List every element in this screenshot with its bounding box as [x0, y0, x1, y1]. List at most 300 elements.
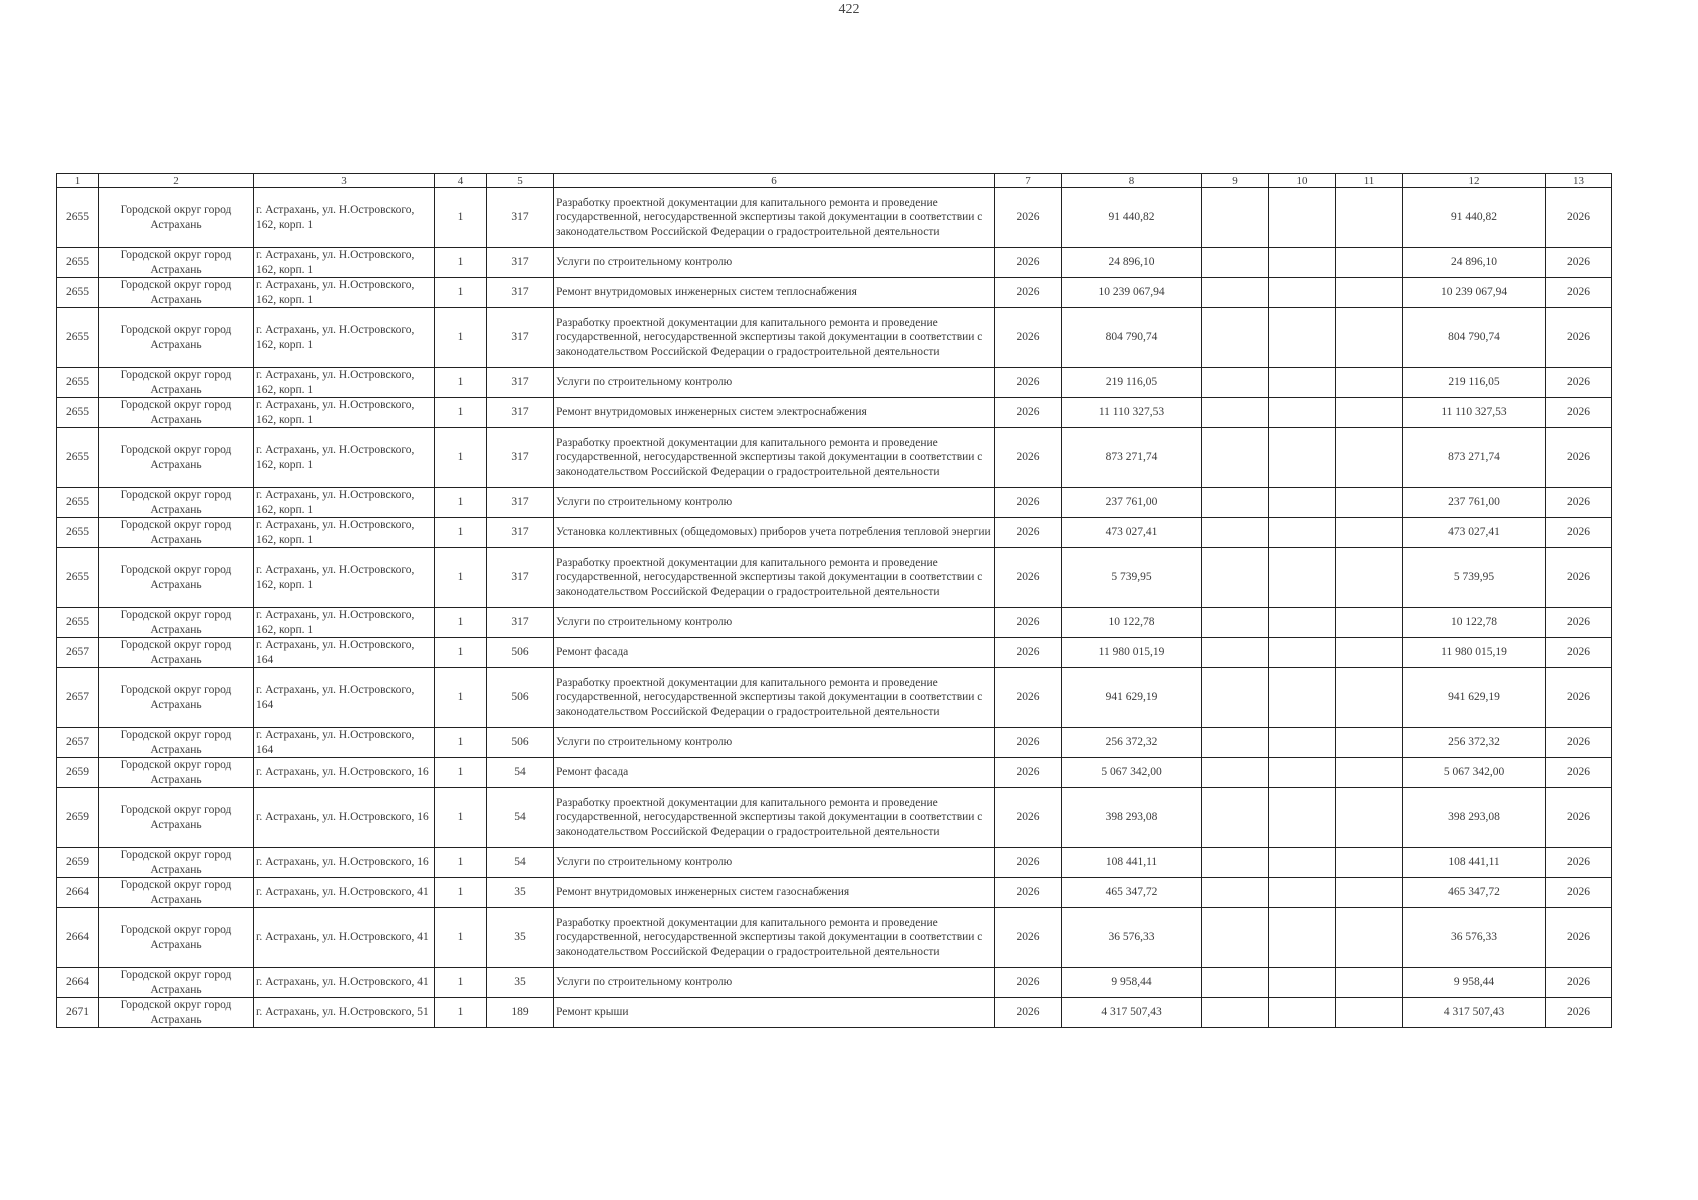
address-cell: г. Астрахань, ул. Н.Островского, 162, корп. 1	[254, 488, 435, 518]
col5-cell: 317	[487, 608, 554, 638]
municipality-cell: Городской округ город Астрахань	[99, 428, 254, 488]
column-header: 1	[57, 174, 99, 188]
row-number-cell: 2664	[57, 878, 99, 908]
column-header: 2	[99, 174, 254, 188]
col4-cell: 1	[435, 758, 487, 788]
row-number-cell: 2655	[57, 278, 99, 308]
col10-cell	[1269, 998, 1336, 1028]
year-cell: 2026	[995, 278, 1062, 308]
municipality-cell: Городской округ город Астрахань	[99, 248, 254, 278]
col4-cell: 1	[435, 908, 487, 968]
column-header: 4	[435, 174, 487, 188]
col10-cell	[1269, 728, 1336, 758]
row-number-cell: 2655	[57, 548, 99, 608]
row-number-cell: 2655	[57, 248, 99, 278]
col9-cell	[1202, 188, 1269, 248]
col12-cost-cell: 465 347,72	[1403, 878, 1546, 908]
year-cell: 2026	[995, 848, 1062, 878]
col10-cell	[1269, 608, 1336, 638]
table-row	[57, 848, 1612, 878]
col12-cost-cell: 11 980 015,19	[1403, 638, 1546, 668]
col4-cell: 1	[435, 488, 487, 518]
col5-cell: 35	[487, 908, 554, 968]
col4-cell: 1	[435, 968, 487, 998]
total-cost-cell: 24 896,10	[1062, 248, 1202, 278]
year-cell: 2026	[995, 308, 1062, 368]
table-body	[57, 188, 1612, 1028]
col12-cost-cell: 4 317 507,43	[1403, 998, 1546, 1028]
col9-cell	[1202, 758, 1269, 788]
col4-cell: 1	[435, 188, 487, 248]
col12-cost-cell: 804 790,74	[1403, 308, 1546, 368]
row-number-cell: 2657	[57, 638, 99, 668]
work-type-cell: Услуги по строительному контролю	[554, 248, 995, 278]
col4-cell: 1	[435, 848, 487, 878]
col9-cell	[1202, 668, 1269, 728]
work-type-cell: Услуги по строительному контролю	[554, 608, 995, 638]
completion-year-cell: 2026	[1546, 518, 1612, 548]
year-cell: 2026	[995, 638, 1062, 668]
year-cell: 2026	[995, 398, 1062, 428]
address-cell: г. Астрахань, ул. Н.Островского, 162, корп. 1	[254, 428, 435, 488]
completion-year-cell: 2026	[1546, 488, 1612, 518]
municipality-cell: Городской округ город Астрахань	[99, 848, 254, 878]
total-cost-cell: 10 239 067,94	[1062, 278, 1202, 308]
col4-cell: 1	[435, 278, 487, 308]
col11-cell	[1336, 488, 1403, 518]
col9-cell	[1202, 728, 1269, 758]
col11-cell	[1336, 668, 1403, 728]
table-row	[57, 248, 1612, 278]
table-row	[57, 878, 1612, 908]
row-number-cell: 2655	[57, 518, 99, 548]
total-cost-cell: 941 629,19	[1062, 668, 1202, 728]
col11-cell	[1336, 908, 1403, 968]
completion-year-cell: 2026	[1546, 788, 1612, 848]
col10-cell	[1269, 908, 1336, 968]
row-number-cell: 2655	[57, 608, 99, 638]
table-row	[57, 668, 1612, 728]
work-type-cell: Ремонт фасада	[554, 638, 995, 668]
col4-cell: 1	[435, 728, 487, 758]
row-number-cell: 2664	[57, 968, 99, 998]
col9-cell	[1202, 248, 1269, 278]
col9-cell	[1202, 308, 1269, 368]
year-cell: 2026	[995, 608, 1062, 638]
table-row	[57, 548, 1612, 608]
year-cell: 2026	[995, 788, 1062, 848]
year-cell: 2026	[995, 998, 1062, 1028]
total-cost-cell: 36 576,33	[1062, 908, 1202, 968]
col12-cost-cell: 256 372,32	[1403, 728, 1546, 758]
row-number-cell: 2655	[57, 398, 99, 428]
completion-year-cell: 2026	[1546, 848, 1612, 878]
work-type-cell: Установка коллективных (общедомовых) приборов учета потребления тепловой энергии	[554, 518, 995, 548]
municipality-cell: Городской округ город Астрахань	[99, 188, 254, 248]
col10-cell	[1269, 278, 1336, 308]
total-cost-cell: 465 347,72	[1062, 878, 1202, 908]
column-header: 3	[254, 174, 435, 188]
work-type-cell: Разработку проектной документации для капитального ремонта и проведение государственной, негосударственной экспертизы такой документации в соответствии с законодательством Российской Федерации о градостроительной деятельности	[554, 788, 995, 848]
col10-cell	[1269, 188, 1336, 248]
col5-cell: 506	[487, 728, 554, 758]
col5-cell: 317	[487, 398, 554, 428]
municipality-cell: Городской округ город Астрахань	[99, 368, 254, 398]
col5-cell: 506	[487, 638, 554, 668]
address-cell: г. Астрахань, ул. Н.Островского, 162, корп. 1	[254, 248, 435, 278]
column-header: 8	[1062, 174, 1202, 188]
work-type-cell: Услуги по строительному контролю	[554, 848, 995, 878]
municipality-cell: Городской округ город Астрахань	[99, 998, 254, 1028]
row-number-cell: 2655	[57, 488, 99, 518]
col10-cell	[1269, 248, 1336, 278]
col12-cost-cell: 91 440,82	[1403, 188, 1546, 248]
column-header: 5	[487, 174, 554, 188]
address-cell: г. Астрахань, ул. Н.Островского, 164	[254, 668, 435, 728]
col11-cell	[1336, 728, 1403, 758]
row-number-cell: 2664	[57, 908, 99, 968]
year-cell: 2026	[995, 428, 1062, 488]
completion-year-cell: 2026	[1546, 308, 1612, 368]
total-cost-cell: 11 110 327,53	[1062, 398, 1202, 428]
work-type-cell: Ремонт фасада	[554, 758, 995, 788]
year-cell: 2026	[995, 188, 1062, 248]
col12-cost-cell: 24 896,10	[1403, 248, 1546, 278]
year-cell: 2026	[995, 908, 1062, 968]
municipality-cell: Городской округ город Астрахань	[99, 788, 254, 848]
table-row	[57, 278, 1612, 308]
municipality-cell: Городской округ город Астрахань	[99, 488, 254, 518]
address-cell: г. Астрахань, ул. Н.Островского, 162, корп. 1	[254, 278, 435, 308]
work-type-cell: Разработку проектной документации для капитального ремонта и проведение государственной, негосударственной экспертизы такой документации в соответствии с законодательством Российской Федерации о градостроительной деятельности	[554, 548, 995, 608]
col4-cell: 1	[435, 668, 487, 728]
col9-cell	[1202, 848, 1269, 878]
col10-cell	[1269, 488, 1336, 518]
total-cost-cell: 10 122,78	[1062, 608, 1202, 638]
total-cost-cell: 91 440,82	[1062, 188, 1202, 248]
municipality-cell: Городской округ город Астрахань	[99, 548, 254, 608]
municipality-cell: Городской округ город Астрахань	[99, 398, 254, 428]
col11-cell	[1336, 308, 1403, 368]
col9-cell	[1202, 548, 1269, 608]
col11-cell	[1336, 278, 1403, 308]
col9-cell	[1202, 908, 1269, 968]
col11-cell	[1336, 638, 1403, 668]
table-row	[57, 398, 1612, 428]
table-row	[57, 728, 1612, 758]
col11-cell	[1336, 788, 1403, 848]
col11-cell	[1336, 608, 1403, 638]
year-cell: 2026	[995, 488, 1062, 518]
completion-year-cell: 2026	[1546, 368, 1612, 398]
municipality-cell: Городской округ город Астрахань	[99, 968, 254, 998]
completion-year-cell: 2026	[1546, 758, 1612, 788]
col4-cell: 1	[435, 518, 487, 548]
col5-cell: 317	[487, 278, 554, 308]
col10-cell	[1269, 548, 1336, 608]
col11-cell	[1336, 428, 1403, 488]
col12-cost-cell: 5 739,95	[1403, 548, 1546, 608]
col12-cost-cell: 5 067 342,00	[1403, 758, 1546, 788]
col11-cell	[1336, 368, 1403, 398]
table-row	[57, 428, 1612, 488]
col5-cell: 317	[487, 248, 554, 278]
table-row	[57, 608, 1612, 638]
total-cost-cell: 9 958,44	[1062, 968, 1202, 998]
col5-cell: 317	[487, 488, 554, 518]
table-row	[57, 638, 1612, 668]
row-number-cell: 2659	[57, 788, 99, 848]
table-row	[57, 908, 1612, 968]
row-number-cell: 2655	[57, 188, 99, 248]
col4-cell: 1	[435, 608, 487, 638]
completion-year-cell: 2026	[1546, 728, 1612, 758]
work-type-cell: Разработку проектной документации для капитального ремонта и проведение государственной, негосударственной экспертизы такой документации в соответствии с законодательством Российской Федерации о градостроительной деятельности	[554, 668, 995, 728]
col12-cost-cell: 219 116,05	[1403, 368, 1546, 398]
col9-cell	[1202, 488, 1269, 518]
col9-cell	[1202, 278, 1269, 308]
col11-cell	[1336, 188, 1403, 248]
total-cost-cell: 804 790,74	[1062, 308, 1202, 368]
work-type-cell: Услуги по строительному контролю	[554, 968, 995, 998]
column-header: 7	[995, 174, 1062, 188]
col11-cell	[1336, 968, 1403, 998]
row-number-cell: 2659	[57, 758, 99, 788]
municipality-cell: Городской округ город Астрахань	[99, 518, 254, 548]
total-cost-cell: 108 441,11	[1062, 848, 1202, 878]
address-cell: г. Астрахань, ул. Н.Островского, 41	[254, 878, 435, 908]
address-cell: г. Астрахань, ул. Н.Островского, 164	[254, 638, 435, 668]
work-type-cell: Ремонт внутридомовых инженерных систем газоснабжения	[554, 878, 995, 908]
total-cost-cell: 5 739,95	[1062, 548, 1202, 608]
col12-cost-cell: 9 958,44	[1403, 968, 1546, 998]
address-cell: г. Астрахань, ул. Н.Островского, 164	[254, 728, 435, 758]
col10-cell	[1269, 788, 1336, 848]
year-cell: 2026	[995, 548, 1062, 608]
column-header: 6	[554, 174, 995, 188]
completion-year-cell: 2026	[1546, 998, 1612, 1028]
col10-cell	[1269, 968, 1336, 998]
address-cell: г. Астрахань, ул. Н.Островского, 16	[254, 758, 435, 788]
column-header: 12	[1403, 174, 1546, 188]
completion-year-cell: 2026	[1546, 548, 1612, 608]
col5-cell: 317	[487, 518, 554, 548]
col5-cell: 317	[487, 548, 554, 608]
col10-cell	[1269, 878, 1336, 908]
work-type-cell: Разработку проектной документации для капитального ремонта и проведение государственной, негосударственной экспертизы такой документации в соответствии с законодательством Российской Федерации о градостроительной деятельности	[554, 308, 995, 368]
total-cost-cell: 256 372,32	[1062, 728, 1202, 758]
col11-cell	[1336, 398, 1403, 428]
col4-cell: 1	[435, 398, 487, 428]
col12-cost-cell: 873 271,74	[1403, 428, 1546, 488]
col10-cell	[1269, 848, 1336, 878]
capital-repair-table	[56, 173, 1612, 1028]
year-cell: 2026	[995, 248, 1062, 278]
col4-cell: 1	[435, 878, 487, 908]
col9-cell	[1202, 398, 1269, 428]
col11-cell	[1336, 758, 1403, 788]
col10-cell	[1269, 308, 1336, 368]
col12-cost-cell: 36 576,33	[1403, 908, 1546, 968]
col5-cell: 506	[487, 668, 554, 728]
completion-year-cell: 2026	[1546, 608, 1612, 638]
col12-cost-cell: 237 761,00	[1403, 488, 1546, 518]
address-cell: г. Астрахань, ул. Н.Островского, 162, корп. 1	[254, 398, 435, 428]
municipality-cell: Городской округ город Астрахань	[99, 758, 254, 788]
municipality-cell: Городской округ город Астрахань	[99, 308, 254, 368]
year-cell: 2026	[995, 968, 1062, 998]
col5-cell: 54	[487, 758, 554, 788]
col4-cell: 1	[435, 548, 487, 608]
col10-cell	[1269, 668, 1336, 728]
year-cell: 2026	[995, 878, 1062, 908]
completion-year-cell: 2026	[1546, 968, 1612, 998]
total-cost-cell: 237 761,00	[1062, 488, 1202, 518]
table-row	[57, 488, 1612, 518]
municipality-cell: Городской округ город Астрахань	[99, 278, 254, 308]
col5-cell: 317	[487, 308, 554, 368]
total-cost-cell: 4 317 507,43	[1062, 998, 1202, 1028]
table-row	[57, 998, 1612, 1028]
completion-year-cell: 2026	[1546, 398, 1612, 428]
address-cell: г. Астрахань, ул. Н.Островского, 41	[254, 908, 435, 968]
col5-cell: 317	[487, 368, 554, 398]
table-row	[57, 308, 1612, 368]
col12-cost-cell: 108 441,11	[1403, 848, 1546, 878]
column-number-row	[57, 174, 1612, 188]
col12-cost-cell: 473 027,41	[1403, 518, 1546, 548]
work-type-cell: Услуги по строительному контролю	[554, 728, 995, 758]
row-number-cell: 2657	[57, 728, 99, 758]
col4-cell: 1	[435, 638, 487, 668]
address-cell: г. Астрахань, ул. Н.Островского, 16	[254, 788, 435, 848]
address-cell: г. Астрахань, ул. Н.Островского, 162, корп. 1	[254, 188, 435, 248]
col5-cell: 189	[487, 998, 554, 1028]
address-cell: г. Астрахань, ул. Н.Островского, 162, корп. 1	[254, 548, 435, 608]
col12-cost-cell: 10 239 067,94	[1403, 278, 1546, 308]
address-cell: г. Астрахань, ул. Н.Островского, 41	[254, 968, 435, 998]
col4-cell: 1	[435, 308, 487, 368]
completion-year-cell: 2026	[1546, 248, 1612, 278]
row-number-cell: 2655	[57, 368, 99, 398]
col12-cost-cell: 11 110 327,53	[1403, 398, 1546, 428]
col4-cell: 1	[435, 788, 487, 848]
address-cell: г. Астрахань, ул. Н.Островского, 162, корп. 1	[254, 308, 435, 368]
total-cost-cell: 219 116,05	[1062, 368, 1202, 398]
completion-year-cell: 2026	[1546, 908, 1612, 968]
total-cost-cell: 873 271,74	[1062, 428, 1202, 488]
completion-year-cell: 2026	[1546, 278, 1612, 308]
col11-cell	[1336, 248, 1403, 278]
col10-cell	[1269, 758, 1336, 788]
col11-cell	[1336, 848, 1403, 878]
work-type-cell: Услуги по строительному контролю	[554, 368, 995, 398]
col9-cell	[1202, 968, 1269, 998]
year-cell: 2026	[995, 368, 1062, 398]
col5-cell: 54	[487, 848, 554, 878]
completion-year-cell: 2026	[1546, 188, 1612, 248]
address-cell: г. Астрахань, ул. Н.Островского, 162, корп. 1	[254, 518, 435, 548]
col5-cell: 317	[487, 188, 554, 248]
col10-cell	[1269, 368, 1336, 398]
col10-cell	[1269, 638, 1336, 668]
col9-cell	[1202, 788, 1269, 848]
col5-cell: 317	[487, 428, 554, 488]
municipality-cell: Городской округ город Астрахань	[99, 878, 254, 908]
table-row	[57, 968, 1612, 998]
row-number-cell: 2657	[57, 668, 99, 728]
column-header: 9	[1202, 174, 1269, 188]
col11-cell	[1336, 548, 1403, 608]
address-cell: г. Астрахань, ул. Н.Островского, 162, корп. 1	[254, 368, 435, 398]
row-number-cell: 2655	[57, 308, 99, 368]
col11-cell	[1336, 998, 1403, 1028]
year-cell: 2026	[995, 758, 1062, 788]
col10-cell	[1269, 398, 1336, 428]
municipality-cell: Городской округ город Астрахань	[99, 668, 254, 728]
address-cell: г. Астрахань, ул. Н.Островского, 162, корп. 1	[254, 608, 435, 638]
work-type-cell: Разработку проектной документации для капитального ремонта и проведение государственной, негосударственной экспертизы такой документации в соответствии с законодательством Российской Федерации о градостроительной деятельности	[554, 428, 995, 488]
table-row	[57, 188, 1612, 248]
completion-year-cell: 2026	[1546, 638, 1612, 668]
col9-cell	[1202, 878, 1269, 908]
col4-cell: 1	[435, 368, 487, 398]
column-header: 10	[1269, 174, 1336, 188]
col9-cell	[1202, 608, 1269, 638]
column-header: 11	[1336, 174, 1403, 188]
total-cost-cell: 473 027,41	[1062, 518, 1202, 548]
total-cost-cell: 5 067 342,00	[1062, 758, 1202, 788]
col12-cost-cell: 941 629,19	[1403, 668, 1546, 728]
work-type-cell: Разработку проектной документации для капитального ремонта и проведение государственной, негосударственной экспертизы такой документации в соответствии с законодательством Российской Федерации о градостроительной деятельности	[554, 908, 995, 968]
col10-cell	[1269, 518, 1336, 548]
work-type-cell: Ремонт внутридомовых инженерных систем теплоснабжения	[554, 278, 995, 308]
col12-cost-cell: 10 122,78	[1403, 608, 1546, 638]
col5-cell: 35	[487, 878, 554, 908]
address-cell: г. Астрахань, ул. Н.Островского, 51	[254, 998, 435, 1028]
work-type-cell: Ремонт крыши	[554, 998, 995, 1028]
table-row	[57, 368, 1612, 398]
row-number-cell: 2671	[57, 998, 99, 1028]
municipality-cell: Городской округ город Астрахань	[99, 608, 254, 638]
work-type-cell: Разработку проектной документации для капитального ремонта и проведение государственной, негосударственной экспертизы такой документации в соответствии с законодательством Российской Федерации о градостроительной деятельности	[554, 188, 995, 248]
col10-cell	[1269, 428, 1336, 488]
col9-cell	[1202, 638, 1269, 668]
work-type-cell: Ремонт внутридомовых инженерных систем электроснабжения	[554, 398, 995, 428]
col5-cell: 54	[487, 788, 554, 848]
completion-year-cell: 2026	[1546, 878, 1612, 908]
col9-cell	[1202, 998, 1269, 1028]
col9-cell	[1202, 368, 1269, 398]
total-cost-cell: 11 980 015,19	[1062, 638, 1202, 668]
column-header: 13	[1546, 174, 1612, 188]
municipality-cell: Городской округ город Астрахань	[99, 638, 254, 668]
col4-cell: 1	[435, 428, 487, 488]
col11-cell	[1336, 878, 1403, 908]
total-cost-cell: 398 293,08	[1062, 788, 1202, 848]
col9-cell	[1202, 518, 1269, 548]
municipality-cell: Городской округ город Астрахань	[99, 908, 254, 968]
completion-year-cell: 2026	[1546, 428, 1612, 488]
year-cell: 2026	[995, 668, 1062, 728]
row-number-cell: 2655	[57, 428, 99, 488]
municipality-cell: Городской округ город Астрахань	[99, 728, 254, 758]
work-type-cell: Услуги по строительному контролю	[554, 488, 995, 518]
row-number-cell: 2659	[57, 848, 99, 878]
year-cell: 2026	[995, 518, 1062, 548]
table-row	[57, 758, 1612, 788]
col11-cell	[1336, 518, 1403, 548]
